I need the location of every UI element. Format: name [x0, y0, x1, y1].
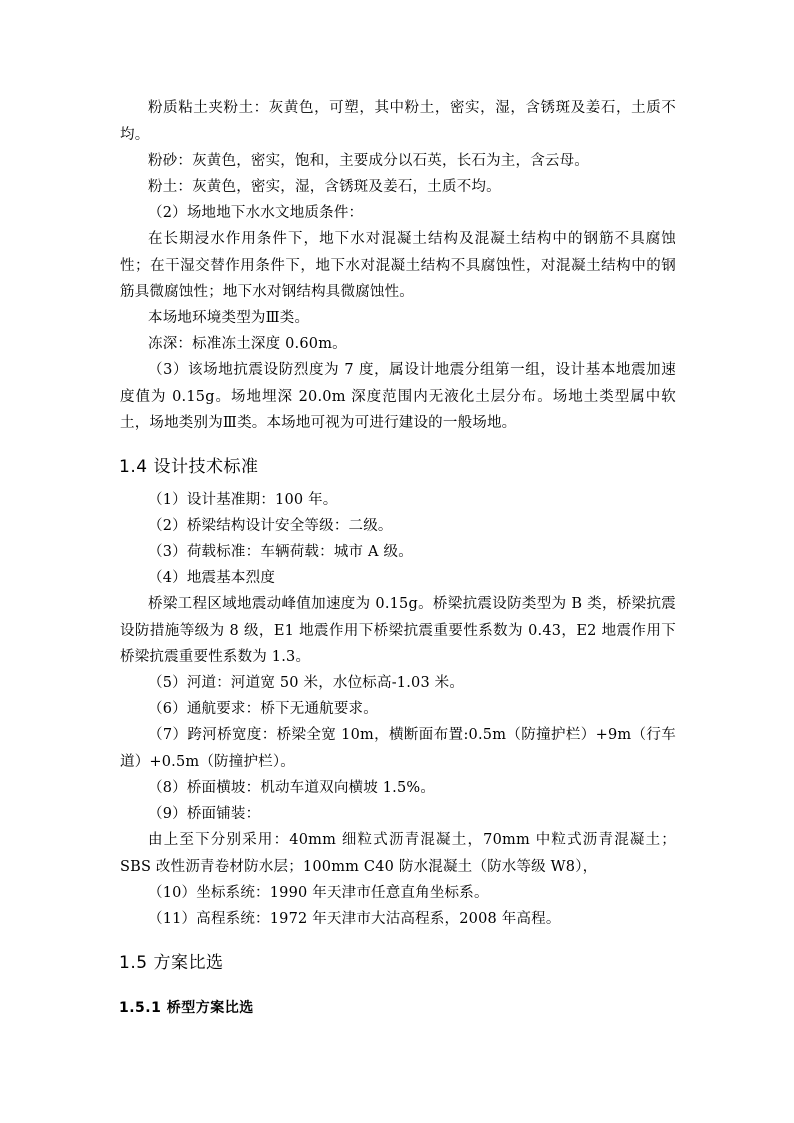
- list-item-deck-pavement: （9）桥面铺装：: [148, 806, 261, 822]
- list-item-river: （5）河道：河道宽 50 米，水位标高-1.03 米。: [148, 675, 465, 691]
- list-item-coordinate-system: （10）坐标系统：1990 年天津市任意直角坐标系。: [148, 885, 489, 901]
- list-item-bridge-width: （7）跨河桥宽度：桥梁全宽 10m，横断面布置:0.5m（防撞护栏）+9m（行车道）+0.5m（防撞护栏）。: [120, 727, 676, 770]
- section-heading-1-5: 1.5 方案比选: [119, 953, 224, 973]
- paragraph-silty-clay: 粉质粘土夹粉土：灰黄色，可塑，其中粉土，密实，湿，含锈斑及姜石，土质不均。: [120, 100, 676, 143]
- list-item-seismic-intensity: （4）地震基本烈度: [148, 570, 276, 586]
- paragraph-seismic-site: （3）该场地抗震设防烈度为 7 度，属设计地震分组第一组，设计基本地震加速度值为 0.15g。场地埋深 20.0m 深度范围内无液化土层分布。场地土类型属中软土，场地类别为Ⅲ类。本场地可视为可进行建设的一般场地。: [120, 362, 676, 431]
- list-item-cross-slope: （8）桥面横坡：机动车道双向横坡 1.5%。: [148, 780, 436, 796]
- list-item-elevation-system: （11）高程系统：1972 年天津市大沽高程系，2008 年高程。: [148, 911, 561, 927]
- paragraph-silty-sand: 粉砂：灰黄色，密实，饱和，主要成分以石英，长石为主，含云母。: [148, 153, 589, 169]
- paragraph-environment-type: 本场地环境类型为Ⅲ类。: [148, 310, 310, 326]
- list-item-safety-grade: （2）桥梁结构设计安全等级：二级。: [148, 518, 393, 534]
- paragraph-groundwater-corrosion: 在长期浸水作用条件下，地下水对混凝土结构及混凝土结构中的钢筋不具腐蚀性；在干湿交替作用条件下，地下水对混凝土结构不具腐蚀性，对混凝土结构中的钢筋具微腐蚀性；地下水对钢结构具微腐蚀性。: [120, 231, 676, 300]
- paragraph-frost-depth: 冻深：标准冻土深度 0.60m。: [148, 336, 347, 352]
- list-item-design-period: （1）设计基准期：100 年。: [148, 492, 338, 508]
- paragraph-pavement-layers: 由上至下分别采用：40mm 细粒式沥青混凝土，70mm 中粒式沥青混凝土；SBS 改性沥青卷材防水层；100mm C40 防水混凝土（防水等级 W8），: [120, 832, 676, 875]
- paragraph-silt: 粉土：灰黄色，密实，湿，含锈斑及姜石，土质不均。: [148, 179, 501, 195]
- list-item-navigation: （6）通航要求：桥下无通航要求。: [148, 701, 378, 717]
- list-item-load-standard: （3）荷载标准：车辆荷载：城市 A 级。: [148, 544, 413, 560]
- paragraph-seismic-parameters: 桥梁工程区域地震动峰值加速度为 0.15g。桥梁抗震设防类型为 B 类，桥梁抗震设防措施等级为 8 级，E1 地震作用下桥梁抗震重要性系数为 0.43，E2 地震作用下桥梁抗震重要性系数为 1.3。: [120, 596, 676, 665]
- subsection-heading-1-5-1: 1.5.1 桥型方案比选: [119, 1000, 254, 1016]
- paragraph-groundwater-heading: （2）场地地下水水文地质条件：: [148, 205, 364, 221]
- section-heading-1-4: 1.4 设计技术标准: [119, 457, 259, 477]
